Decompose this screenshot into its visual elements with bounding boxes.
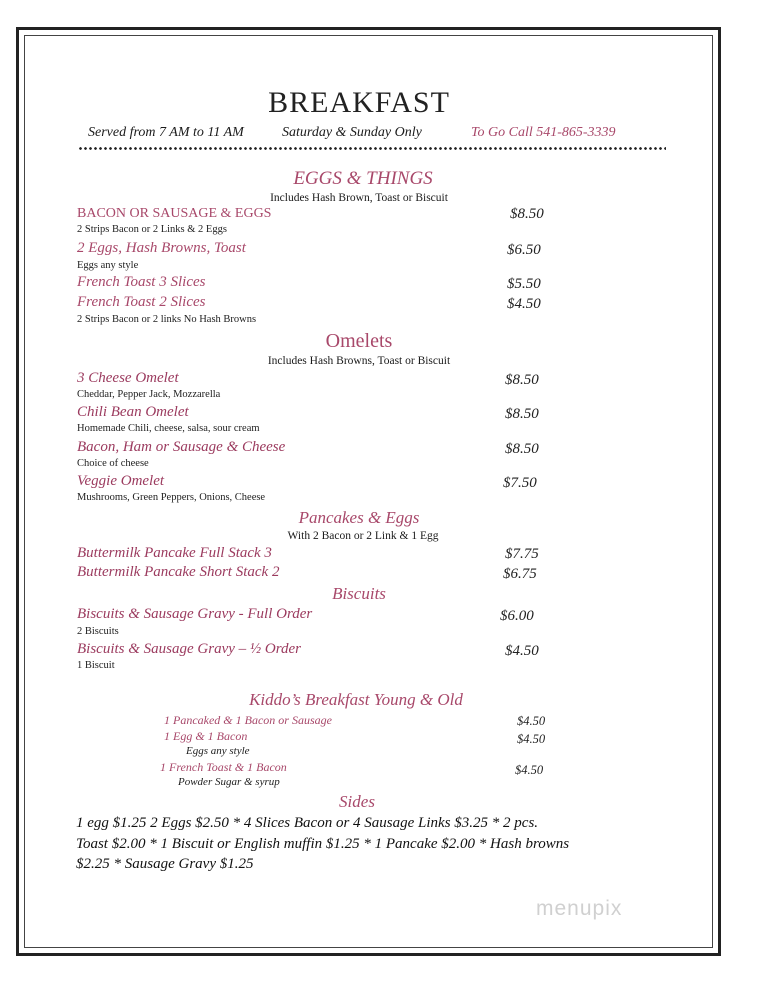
pancakes-note: With 2 Bacon or 2 Link & 1 Egg xyxy=(287,530,439,542)
togo-phone: To Go Call 541-865-3339 xyxy=(471,125,616,140)
menu-item-desc: Homemade Chili, cheese, salsa, sour cream xyxy=(77,423,260,434)
section-heading-eggs: EGGS & THINGS xyxy=(293,168,433,189)
served-days: Saturday & Sunday Only xyxy=(282,125,422,140)
menu-item-name: Bacon, Ham or Sausage & Cheese xyxy=(77,439,286,455)
menu-item-price: $7.75 xyxy=(505,546,539,562)
menu-item-name: 1 Egg & 1 Bacon xyxy=(164,729,248,743)
section-heading-biscuits: Biscuits xyxy=(332,584,386,603)
menu-item-desc: 1 Biscuit xyxy=(77,660,115,671)
served-hours: Served from 7 AM to 11 AM xyxy=(88,125,244,140)
menu-item-price: $8.50 xyxy=(505,372,539,388)
section-heading-kiddos: Kiddo’s Breakfast Young & Old xyxy=(249,690,463,709)
menu-item-name: French Toast 3 Slices xyxy=(77,274,206,290)
menu-item-name: Biscuits & Sausage Gravy – ½ Order xyxy=(77,641,302,657)
menu-item-price: $4.50 xyxy=(515,763,544,777)
menu-item-desc: Mushrooms, Green Peppers, Onions, Cheese xyxy=(77,492,266,503)
menu-item-price: $8.50 xyxy=(505,441,539,457)
menu-item-price: $4.50 xyxy=(517,732,546,746)
menu-item-desc: Eggs any style xyxy=(186,745,250,757)
sides-line: $2.25 * Sausage Gravy $1.25 xyxy=(76,856,254,872)
menu-item-desc: 2 Strips Bacon or 2 links No Hash Browns xyxy=(77,314,257,325)
menu-item-desc: Powder Sugar & syrup xyxy=(178,776,280,788)
omelets-note: Includes Hash Browns, Toast or Biscuit xyxy=(267,355,451,367)
sides-line: 1 egg $1.25 2 Eggs $2.50 * 4 Slices Bacon or 4 Sausage Links $3.25 * 2 pcs. xyxy=(76,815,539,831)
section-heading-pancakes: Pancakes & Eggs xyxy=(298,508,420,527)
watermark-logo: menupix xyxy=(536,897,623,920)
menu-item-name: Buttermilk Pancake Full Stack 3 xyxy=(77,545,272,561)
menu-item-name: 1 Pancaked & 1 Bacon or Sausage xyxy=(164,713,332,727)
menu-item-name: Buttermilk Pancake Short Stack 2 xyxy=(77,564,280,580)
menu-item-name: 3 Cheese Omelet xyxy=(77,370,179,386)
menu-item-desc: Cheddar, Pepper Jack, Mozzarella xyxy=(77,389,221,400)
section-heading-sides: Sides xyxy=(339,792,375,811)
menu-item-name: Biscuits & Sausage Gravy - Full Order xyxy=(77,606,313,622)
section-heading-omelets: Omelets xyxy=(325,330,393,352)
dotted-divider xyxy=(78,146,666,151)
menu-item-name: Veggie Omelet xyxy=(77,473,165,489)
sides-line: Toast $2.00 * 1 Biscuit or English muffin $1.25 * 1 Pancake $2.00 * Hash browns xyxy=(76,836,570,852)
menu-item-price: $6.75 xyxy=(503,566,537,582)
menu-title: BREAKFAST xyxy=(268,86,450,119)
menu-item-name: Chili Bean Omelet xyxy=(77,404,189,420)
menu-item-price: $8.50 xyxy=(510,206,544,222)
menu-item-name: French Toast 2 Slices xyxy=(77,294,206,310)
eggs-note: Includes Hash Brown, Toast or Biscuit xyxy=(270,192,448,204)
menu-item-desc: 2 Strips Bacon or 2 Links & 2 Eggs xyxy=(77,224,227,235)
menu-item-desc: Eggs any style xyxy=(77,260,139,271)
menu-item-name: 1 French Toast & 1 Bacon xyxy=(160,760,287,774)
menu-item-name: 2 Eggs, Hash Browns, Toast xyxy=(77,240,246,256)
menu-item-price: $4.50 xyxy=(505,643,539,659)
menu-item-price: $5.50 xyxy=(507,276,541,292)
menu-item-desc: 2 Biscuits xyxy=(77,626,119,637)
menu-item-desc: Choice of cheese xyxy=(77,458,149,469)
menu-item-price: $8.50 xyxy=(505,406,539,422)
menu-item-price: $6.00 xyxy=(500,608,534,624)
menu-item-price: $7.50 xyxy=(503,475,537,491)
menu-item-price: $4.50 xyxy=(507,296,541,312)
menu-item-name: BACON OR SAUSAGE & EGGS xyxy=(77,206,272,221)
menu-item-price: $4.50 xyxy=(517,714,546,728)
menu-item-price: $6.50 xyxy=(507,242,541,258)
